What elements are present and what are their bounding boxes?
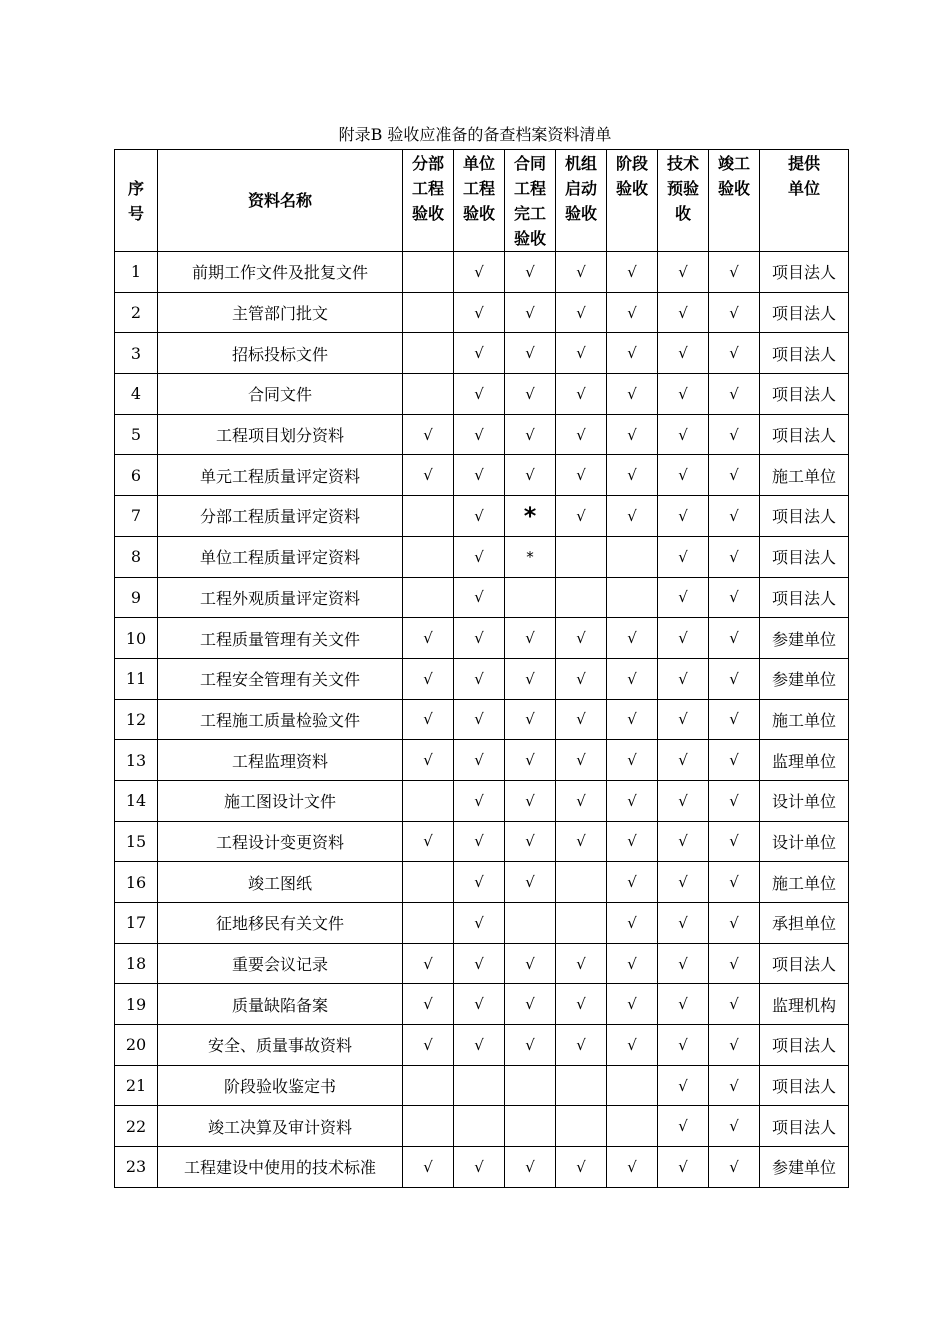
provider-unit: 项目法人 [760, 577, 849, 618]
check-mark: √ [709, 374, 760, 415]
provider-unit: 项目法人 [760, 496, 849, 537]
document-name: 工程设计变更资料 [158, 821, 403, 862]
check-mark: √ [556, 984, 607, 1025]
table-row [115, 618, 849, 659]
document-name: 征地移民有关文件 [158, 903, 403, 944]
document-name: 竣工决算及审计资料 [158, 1106, 403, 1147]
check-mark [403, 292, 454, 333]
document-name: 竣工图纸 [158, 862, 403, 903]
check-mark [403, 1106, 454, 1147]
table-row [115, 1025, 849, 1066]
check-mark [556, 1065, 607, 1106]
check-mark: √ [709, 780, 760, 821]
check-mark: √ [658, 496, 709, 537]
row-number: 15 [115, 821, 158, 862]
check-mark: √ [454, 333, 505, 374]
table-row [115, 536, 849, 577]
archive-checklist-table [114, 149, 849, 1188]
document-name: 阶段验收鉴定书 [158, 1065, 403, 1106]
check-mark: √ [454, 740, 505, 781]
check-mark: √ [505, 1147, 556, 1188]
table-row [115, 333, 849, 374]
check-mark [607, 536, 658, 577]
table-row [115, 455, 849, 496]
row-number: 7 [115, 496, 158, 537]
check-mark: √ [709, 333, 760, 374]
header-provider: 提供 单位 [760, 150, 849, 252]
check-mark [454, 1106, 505, 1147]
header-row [115, 150, 849, 252]
document-name: 单位工程质量评定资料 [158, 536, 403, 577]
provider-unit: 项目法人 [760, 1025, 849, 1066]
check-mark: √ [556, 1147, 607, 1188]
row-number: 5 [115, 414, 158, 455]
check-mark: √ [505, 1025, 556, 1066]
check-mark: √ [505, 943, 556, 984]
check-mark: √ [607, 1025, 658, 1066]
header-stage: 阶段 验收 [607, 150, 658, 252]
check-mark: √ [607, 374, 658, 415]
check-mark: √ [607, 780, 658, 821]
check-mark: √ [607, 658, 658, 699]
check-mark: √ [556, 821, 607, 862]
check-mark [403, 252, 454, 293]
check-mark: √ [556, 1025, 607, 1066]
check-mark: √ [556, 374, 607, 415]
check-mark: √ [607, 333, 658, 374]
check-mark: √ [505, 699, 556, 740]
table-row [115, 740, 849, 781]
check-mark: √ [556, 496, 607, 537]
check-mark: √ [505, 374, 556, 415]
document-title: 附录B 验收应准备的备查档案资料清单 [338, 125, 612, 144]
check-mark [556, 536, 607, 577]
check-mark [403, 577, 454, 618]
check-mark: √ [454, 252, 505, 293]
row-number: 14 [115, 780, 158, 821]
table-row [115, 1065, 849, 1106]
check-mark: √ [454, 374, 505, 415]
provider-unit: 参建单位 [760, 658, 849, 699]
check-mark: √ [556, 618, 607, 659]
row-number: 21 [115, 1065, 158, 1106]
provider-unit: 施工单位 [760, 699, 849, 740]
table-row [115, 780, 849, 821]
check-mark: √ [454, 699, 505, 740]
check-mark: √ [607, 821, 658, 862]
check-mark [556, 903, 607, 944]
row-number: 13 [115, 740, 158, 781]
document-name: 工程建设中使用的技术标准 [158, 1147, 403, 1188]
provider-unit: 承担单位 [760, 903, 849, 944]
check-mark: √ [607, 292, 658, 333]
check-mark [556, 577, 607, 618]
check-mark: √ [403, 821, 454, 862]
document-name: 工程项目划分资料 [158, 414, 403, 455]
row-number: 20 [115, 1025, 158, 1066]
check-mark: √ [505, 780, 556, 821]
check-mark: √ [403, 943, 454, 984]
check-mark: √ [454, 618, 505, 659]
check-mark [556, 1106, 607, 1147]
check-mark: √ [607, 903, 658, 944]
check-mark: √ [505, 618, 556, 659]
check-mark: √ [607, 455, 658, 496]
check-mark: √ [556, 699, 607, 740]
check-mark: √ [709, 496, 760, 537]
check-mark: √ [658, 780, 709, 821]
check-mark [505, 1065, 556, 1106]
check-mark: √ [403, 618, 454, 659]
document-name: 工程外观质量评定资料 [158, 577, 403, 618]
check-mark: √ [556, 943, 607, 984]
check-mark: √ [454, 821, 505, 862]
check-mark: √ [505, 740, 556, 781]
check-mark: * [505, 536, 556, 577]
check-mark: √ [658, 333, 709, 374]
check-mark: √ [556, 658, 607, 699]
check-mark [505, 1106, 556, 1147]
provider-unit: 参建单位 [760, 1147, 849, 1188]
check-mark: √ [403, 740, 454, 781]
check-mark: √ [658, 699, 709, 740]
check-mark: √ [505, 414, 556, 455]
document-name: 主管部门批文 [158, 292, 403, 333]
header-name: 资料名称 [158, 150, 403, 252]
check-mark: √ [709, 577, 760, 618]
table-row [115, 496, 849, 537]
table-body [115, 252, 849, 1188]
check-mark: √ [709, 1106, 760, 1147]
check-mark: √ [607, 252, 658, 293]
check-mark: √ [658, 1025, 709, 1066]
check-mark: √ [658, 577, 709, 618]
row-number: 1 [115, 252, 158, 293]
check-mark: √ [709, 862, 760, 903]
row-number: 3 [115, 333, 158, 374]
row-number: 4 [115, 374, 158, 415]
provider-unit: 监理单位 [760, 740, 849, 781]
document-name: 安全、质量事故资料 [158, 1025, 403, 1066]
check-mark: √ [556, 252, 607, 293]
check-mark: √ [709, 821, 760, 862]
check-mark: √ [607, 618, 658, 659]
check-mark: √ [454, 903, 505, 944]
check-mark: √ [607, 1147, 658, 1188]
row-number: 23 [115, 1147, 158, 1188]
check-mark: √ [658, 374, 709, 415]
check-mark: √ [658, 1147, 709, 1188]
check-mark: √ [454, 414, 505, 455]
document-name: 工程监理资料 [158, 740, 403, 781]
table-row [115, 943, 849, 984]
check-mark [403, 536, 454, 577]
check-mark [403, 1065, 454, 1106]
check-mark: √ [709, 252, 760, 293]
check-mark: √ [658, 414, 709, 455]
check-mark [607, 1065, 658, 1106]
check-mark: √ [454, 984, 505, 1025]
table-row [115, 414, 849, 455]
check-mark: √ [505, 333, 556, 374]
check-mark: √ [607, 984, 658, 1025]
provider-unit: 项目法人 [760, 1106, 849, 1147]
check-mark: √ [454, 455, 505, 496]
check-mark [403, 780, 454, 821]
provider-unit: 参建单位 [760, 618, 849, 659]
check-mark: √ [505, 252, 556, 293]
table-row [115, 374, 849, 415]
check-mark: √ [658, 536, 709, 577]
provider-unit: 项目法人 [760, 374, 849, 415]
check-mark: √ [505, 984, 556, 1025]
provider-unit: 项目法人 [760, 292, 849, 333]
check-mark: √ [454, 862, 505, 903]
check-mark: √ [709, 903, 760, 944]
check-mark: √ [709, 536, 760, 577]
check-mark: √ [556, 740, 607, 781]
check-mark: √ [709, 699, 760, 740]
check-mark: √ [709, 455, 760, 496]
document-name: 工程施工质量检验文件 [158, 699, 403, 740]
header-stage: 单位 工程 验收 [454, 150, 505, 252]
table-row [115, 1147, 849, 1188]
table-row [115, 984, 849, 1025]
check-mark: √ [454, 943, 505, 984]
provider-unit: 项目法人 [760, 333, 849, 374]
check-mark: √ [556, 455, 607, 496]
check-mark: √ [709, 1147, 760, 1188]
row-number: 16 [115, 862, 158, 903]
table-row [115, 862, 849, 903]
table-row [115, 658, 849, 699]
check-mark: √ [709, 1065, 760, 1106]
table-row [115, 821, 849, 862]
check-mark: √ [505, 455, 556, 496]
header-seq: 序 号 [115, 150, 158, 252]
check-mark: √ [454, 780, 505, 821]
check-mark: √ [709, 658, 760, 699]
check-mark: √ [454, 658, 505, 699]
provider-unit: 项目法人 [760, 943, 849, 984]
check-mark [505, 577, 556, 618]
document-name: 招标投标文件 [158, 333, 403, 374]
check-mark: √ [658, 1065, 709, 1106]
document-name: 质量缺陷备案 [158, 984, 403, 1025]
check-mark: √ [403, 699, 454, 740]
header-stage: 竣工 验收 [709, 150, 760, 252]
table-row [115, 903, 849, 944]
document-name: 工程质量管理有关文件 [158, 618, 403, 659]
provider-unit: 项目法人 [760, 536, 849, 577]
check-mark: √ [709, 943, 760, 984]
check-mark: √ [505, 821, 556, 862]
check-mark [403, 862, 454, 903]
check-mark: √ [709, 984, 760, 1025]
check-mark: √ [454, 496, 505, 537]
check-mark [403, 333, 454, 374]
check-mark [607, 1106, 658, 1147]
row-number: 2 [115, 292, 158, 333]
row-number: 11 [115, 658, 158, 699]
check-mark: √ [709, 740, 760, 781]
check-mark: √ [658, 455, 709, 496]
check-mark: √ [505, 658, 556, 699]
check-mark [607, 577, 658, 618]
check-mark: √ [658, 821, 709, 862]
check-mark: √ [658, 252, 709, 293]
provider-unit: 施工单位 [760, 862, 849, 903]
check-mark: √ [607, 943, 658, 984]
document-name: 工程安全管理有关文件 [158, 658, 403, 699]
table-row [115, 577, 849, 618]
header-stage: 合同 工程 完工 验收 [505, 150, 556, 252]
check-mark: √ [505, 292, 556, 333]
check-mark: √ [658, 984, 709, 1025]
check-mark: √ [658, 1106, 709, 1147]
row-number: 6 [115, 455, 158, 496]
check-mark: √ [658, 292, 709, 333]
row-number: 22 [115, 1106, 158, 1147]
check-mark: √ [709, 618, 760, 659]
table-row [115, 252, 849, 293]
provider-unit: 项目法人 [760, 1065, 849, 1106]
header-stage: 技术 预验 收 [658, 150, 709, 252]
check-mark: √ [454, 536, 505, 577]
row-number: 19 [115, 984, 158, 1025]
row-number: 8 [115, 536, 158, 577]
provider-unit: 设计单位 [760, 780, 849, 821]
document-name: 前期工作文件及批复文件 [158, 252, 403, 293]
check-mark [403, 903, 454, 944]
check-mark: √ [607, 496, 658, 537]
check-mark: √ [403, 1025, 454, 1066]
check-mark: √ [556, 333, 607, 374]
table-row [115, 1106, 849, 1147]
document-name: 施工图设计文件 [158, 780, 403, 821]
check-mark: √ [709, 1025, 760, 1066]
check-mark: √ [403, 414, 454, 455]
provider-unit: 设计单位 [760, 821, 849, 862]
header-stage: 分部 工程 验收 [403, 150, 454, 252]
row-number: 17 [115, 903, 158, 944]
document-name: 分部工程质量评定资料 [158, 496, 403, 537]
check-mark: √ [403, 984, 454, 1025]
check-mark [454, 1065, 505, 1106]
check-mark: √ [709, 414, 760, 455]
check-mark: √ [454, 577, 505, 618]
check-mark: √ [607, 414, 658, 455]
row-number: 9 [115, 577, 158, 618]
check-mark: √ [556, 780, 607, 821]
check-mark: √ [505, 862, 556, 903]
provider-unit: 项目法人 [760, 252, 849, 293]
row-number: 12 [115, 699, 158, 740]
header-stage: 机组 启动 验收 [556, 150, 607, 252]
check-mark: √ [454, 1147, 505, 1188]
document-name: 重要会议记录 [158, 943, 403, 984]
provider-unit: 监理机构 [760, 984, 849, 1025]
check-mark: √ [658, 903, 709, 944]
check-mark: √ [403, 658, 454, 699]
row-number: 18 [115, 943, 158, 984]
check-mark: √ [607, 740, 658, 781]
check-mark: √ [403, 1147, 454, 1188]
check-mark: √ [607, 862, 658, 903]
check-mark: √ [454, 292, 505, 333]
check-mark: √ [658, 862, 709, 903]
check-mark: √ [607, 699, 658, 740]
check-mark [403, 374, 454, 415]
check-mark: √ [454, 1025, 505, 1066]
check-mark: √ [658, 740, 709, 781]
provider-unit: 施工单位 [760, 455, 849, 496]
check-mark [403, 496, 454, 537]
check-mark [556, 862, 607, 903]
check-mark: √ [709, 292, 760, 333]
check-mark: √ [658, 658, 709, 699]
check-mark: √ [658, 618, 709, 659]
check-mark: √ [658, 943, 709, 984]
table-row [115, 699, 849, 740]
document-name: 合同文件 [158, 374, 403, 415]
check-mark [505, 903, 556, 944]
check-mark: √ [403, 455, 454, 496]
table-row [115, 292, 849, 333]
check-mark: * [505, 496, 556, 537]
check-mark: √ [556, 292, 607, 333]
check-mark: √ [556, 414, 607, 455]
provider-unit: 项目法人 [760, 414, 849, 455]
row-number: 10 [115, 618, 158, 659]
document-name: 单元工程质量评定资料 [158, 455, 403, 496]
